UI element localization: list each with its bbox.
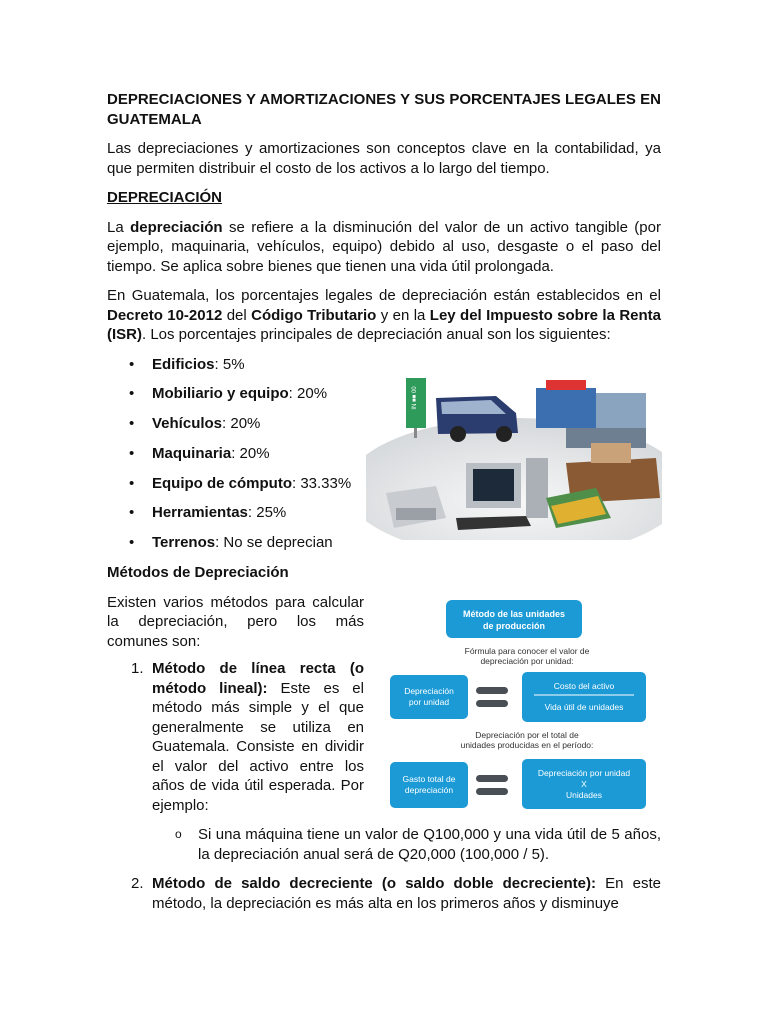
methods-heading: Métodos de Depreciación xyxy=(107,564,289,582)
depreciation-rates-list xyxy=(107,355,362,553)
bullet-icon: • xyxy=(129,504,135,522)
list-item-method-2: 2. Método de saldo decreciente (o saldo doble decreciente): En este método, la depreciación es más alta en los primeros años y disminuye xyxy=(131,875,661,912)
svg-text:IN ■■ 00: IN ■■ 00 xyxy=(412,386,418,410)
intro-paragraph: Las depreciaciones y amortizaciones son conceptos clave en la contabilidad, ya que permiten distribuir el costo de los activos a lo largo del tiempo. xyxy=(107,140,661,177)
section-heading-depreciacion: DEPRECIACIÓN xyxy=(107,189,223,206)
legal-paragraph: En Guatemala, los porcentajes legales de depreciación están establecidos en el Decreto 10-2012 del Código Tributario y en la Ley del Impuesto sobre la Renta (ISR). Los porcentajes principales de depreciación anual son los siguientes: xyxy=(107,287,661,343)
list-item: • Maquinaria: 20% xyxy=(129,444,270,462)
list-item: • Mobiliario y equipo: 20% xyxy=(129,385,328,403)
methods-list xyxy=(107,659,364,815)
units-of-production-diagram xyxy=(384,592,667,816)
diagram-caption2-line2: unidades producidas en el período: xyxy=(460,740,594,750)
svg-text:Vida útil de unidades: Vida útil de unidades xyxy=(544,702,624,712)
diagram-caption1-line2: depreciación por unidad: xyxy=(480,656,574,666)
diagram-title-box xyxy=(446,600,582,638)
diagram-caption1-line1: Fórmula para conocer el valor de xyxy=(464,646,590,656)
list-item: • Herramientas: 25% xyxy=(129,504,287,522)
methods-intro: Existen varios métodos para calcular la depreciación, pero los más comunes son: xyxy=(107,593,364,650)
bullet-icon: • xyxy=(129,534,135,552)
bullet-icon: • xyxy=(129,444,135,462)
example-item: o Si una máquina tiene un valor de Q100,000 y una vida útil de 5 años, la depreciación anual será de Q20,000 (100,000 / 5). xyxy=(175,826,661,863)
list-item: • Equipo de cómputo: 33.33% xyxy=(129,474,352,492)
svg-text:Depreciación por unidad: Depreciación por unidad xyxy=(537,768,631,778)
svg-text:Unidades: Unidades xyxy=(566,790,602,800)
list-item: • Vehículos: 20% xyxy=(129,415,261,433)
svg-text:depreciación: depreciación xyxy=(404,785,454,795)
document-title: DEPRECIACIONES Y AMORTIZACIONES Y SUS PORCENTAJES LEGALES EN GUATEMALA xyxy=(107,91,661,128)
list-item-method-1: 1. Método de línea recta (o método lineal): Este es el método más simple y el que generalmente se utiliza en Guatemala. Consiste en dividir el valor del activo entre los años de vida útil esperada. Por ejemplo: xyxy=(131,660,364,814)
svg-text:por unidad: por unidad xyxy=(408,697,450,707)
circle-bullet-icon: o xyxy=(175,827,182,842)
definition-paragraph: La depreciación se refiere a la disminución del valor de un activo tangible (por ejemplo, maquinaria, vehículos, equipo) debido al uso, desgaste o el paso del tiempo. Se aplica sobre bienes que tienen una vida útil prolongada. xyxy=(107,218,661,275)
svg-text:Gasto total de: Gasto total de xyxy=(402,774,456,784)
list-item: • Edificios: 5% xyxy=(129,355,245,373)
bullet-icon: • xyxy=(129,385,135,403)
svg-text:X: X xyxy=(581,779,587,789)
bullet-icon: • xyxy=(129,355,135,373)
list-item: • Terrenos: No se deprecian xyxy=(129,534,333,552)
diagram-title-line2: de producción xyxy=(482,621,546,631)
svg-text:Costo del activo: Costo del activo xyxy=(553,681,615,691)
methods-left-column xyxy=(107,593,364,816)
svg-text:Depreciación: Depreciación xyxy=(404,686,454,696)
diagram-caption2-line1: Depreciación por el total de xyxy=(475,730,579,740)
diagram-title-line1: Método de las unidades xyxy=(462,609,566,619)
bullet-icon: • xyxy=(129,474,135,492)
assets-photo xyxy=(366,368,662,540)
methods-list-continued xyxy=(107,874,661,913)
box-formula-unit xyxy=(522,672,646,722)
bullet-icon: • xyxy=(129,415,135,433)
